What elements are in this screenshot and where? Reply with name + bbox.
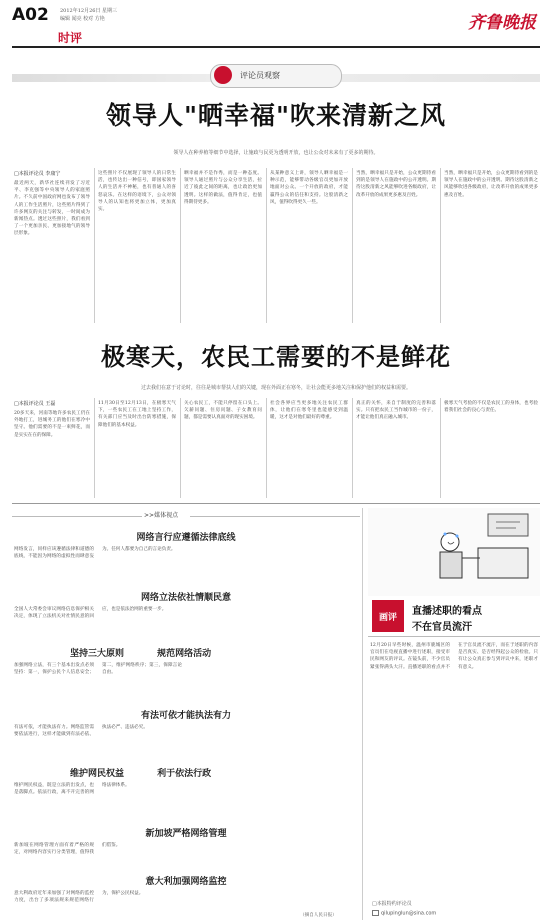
article1-col5: 当然，晒幸福只是开始，公众更期待看到的是领导人在施政中的公开透明。期待这股清新之风能够吹进各级政府，让改革开放的成果更多惠及百姓。 [356, 171, 436, 198]
brand-logo: 齐鲁晚报 [468, 13, 536, 33]
article1-col3: 晒幸福并不是作秀，而是一种态度。领导人通过照片与公众分享生活，拉近了彼此之间的距离，也让政治更加透明。这样的做法，值得肯定，也值得期待更多。 [184, 171, 262, 205]
media-view-label: >>媒体视点 [144, 512, 179, 519]
media-s7-title: 意大利加强网络监控 [145, 877, 227, 887]
media-s1-text: 网络发言，同样应该遵循法律和道德的底线，不能因为网络的虚拟性而肆意妄为。任何人都要为自己的言论负责。 [14, 547, 176, 560]
media-s4-title: 有法可依才能执法有力 [140, 711, 231, 721]
media-s3-title-left: 坚持三大原则 [70, 649, 125, 659]
article1-byline: □本报评论员 李康宁 [14, 171, 61, 177]
article1-title: 领导人"晒幸福"吹来清新之风 [105, 101, 447, 130]
double-chevron-icon: >> [144, 512, 155, 519]
media-s4-text: 有法可依，才能执法有力。网络监管需要依法进行，这样才能做到有法必依、执法必严、违法必究。 [14, 725, 148, 738]
media-s5-title-right: 利于依法行政 [157, 769, 212, 779]
media-s2-title: 网络立法依社情顺民意 [140, 593, 231, 603]
article1-col6: 当然，晒幸福只是开始，公众更期待看到的是领导人在施政中的公开透明。期待这股清新之风能够吹进各级政府，让改革开放的成果更多惠及百姓。 [444, 171, 538, 198]
section-divider [12, 503, 540, 504]
media-s3-title-right: 规范网络活动 [157, 649, 212, 659]
media-s5-titles [70, 766, 360, 779]
article1-col4: 从某种意义上讲，领导人晒幸福是一种示范，能够带动各级官员更加开放地面对公众。一个开放的政府，才能赢得公众的信任和支持。这股清新之风，值得吹得更久一些。 [270, 171, 348, 205]
media-s7-text: 意大利政府近年来加强了对网络的监控力度，出台了多项法规来规范网络行为，保护公民权益。 [14, 891, 144, 904]
sidebar-text: 12月20日早些时候，温州市鹿城区的官员们在电视直播中进行述职，接受市民和网友的评议。在镜头前，不少官员紧张得满头大汗。直播述职的看点并不在于官员流不流汗，而在于述职的内容是否真实、是否经得起公众的检验。只有让公众真正参与到评议中来，述职才有意义。 [370, 643, 538, 670]
article2-col5: 真正的关怀，来自于制度的完善和落实。只有把农民工当作城市的一份子，才能让他们真正融入城市。 [356, 401, 436, 421]
masthead-rule [12, 46, 540, 48]
media-s5-title-left: 维护网民权益 [70, 769, 125, 779]
media-s5-text: 维护网民权益，既是立法的出发点，也是落脚点。依法行政，离不开完善的网络法律体系。 [14, 783, 130, 796]
article2-col6: 极寒天气考验的不仅是农民工的身体，也考验着我们社会的良心与责任。 [444, 401, 538, 414]
article1-col2: 这些照片不仅展现了领导人的日常生活，也传达出一种信号，即国家领导人的生活并不神秘，也有普通人的喜怒哀乐。在这样的语境下，公众对领导人的认知也将更加立体，更加真实。 [98, 171, 176, 213]
sidebar-title-2: 不在官员流汗 [412, 622, 472, 633]
article2-col2: 11月30日至12月13日，在极寒天气下，一些农民工在工地上坚持工作，有关部门应当及时出台防寒措施，保障他们的基本权益。 [98, 401, 176, 428]
sidebar-footer: qilupinglun@sina.com [372, 910, 436, 917]
media-s6-title: 新加坡严格网络管理 [145, 829, 227, 839]
section-label: 时评 [58, 31, 83, 45]
cartoon-illustration [368, 508, 540, 596]
page-code: A02 [12, 5, 49, 25]
media-s3-text: 加强网络立法，有三个基本出发点必须坚持：第一，保护公民个人信息安全；第二，维护网络秩序；第三，保障言论自由。 [14, 663, 182, 676]
cartoon-stamp: 画评 [372, 600, 404, 632]
media-s1-title: 网络言行应遵循法律底线 [136, 533, 236, 543]
date-line: 2012年12月26日 星期三 [60, 8, 118, 14]
article1-subtitle: 领导人在种养植等细节中选择，让施政与民更为透明开放，也让公众对未来有了更多的期待。 [173, 150, 379, 156]
sidebar-title-1: 直播述职的看点 [412, 606, 482, 617]
article2-col1: 20多天来，河南等地许多农民工仍在外地打工，进城务工的他们在寒冷中坚守。他们需要的不是一束鲜花，而是实实在在的保障。 [14, 411, 90, 438]
article2-col4: 社会各界应当更多地关注农民工群体，让他们在寒冬里也能感受到温暖，这才是对他们最好的尊重。 [270, 401, 348, 421]
media-s2-text: 全国人大常委会审议网络信息保护相关决定，体现了立法机关对社情民意的回应，也是依法治网的重要一步。 [14, 607, 167, 620]
email-icon [372, 910, 379, 916]
media-s3-titles [70, 646, 360, 659]
media-s6-text: 新加坡在网络管理方面有着严格的规定，对网络内容实行分类管理，值得我们借鉴。 [14, 843, 121, 856]
media-source: （摘自人民日报） [300, 913, 337, 918]
banner-circle-icon [214, 66, 232, 84]
article1-col1: 最近两天，新华社连续刊发了习近平、李克强等中央领导人的家庭照片。不久前中国政府网也发布了领导人的工作生活照片，这些照片得到了许多网友的关注与转发，一时间成为新闻热点。透过这些照片，我们看到了一个更加亲民、更加接地气的领导层形象。 [14, 181, 90, 237]
article2-col3: 关心农民工，不能只停留在口头上。欠薪问题、住房问题、子女教育问题，都是需要认真面对的现实困境。 [184, 401, 262, 421]
banner-label: 评论员观察 [240, 71, 280, 80]
sidebar-byline: □本报特约评论员 [372, 901, 412, 907]
article2-title: 极寒天，农民工需要的不是鲜花 [101, 343, 451, 371]
editor-line: 编辑 闻亮 校对 方艳 [60, 16, 105, 22]
article2-subtitle: 过去我们在意于讨论时，往往是城市帮扶人们的关键，现在外面正在寒冬，让社会能更多地关注和保护他们的权益和需要。 [140, 385, 411, 391]
article2-byline: □本报评论员 王磊 [14, 401, 56, 407]
